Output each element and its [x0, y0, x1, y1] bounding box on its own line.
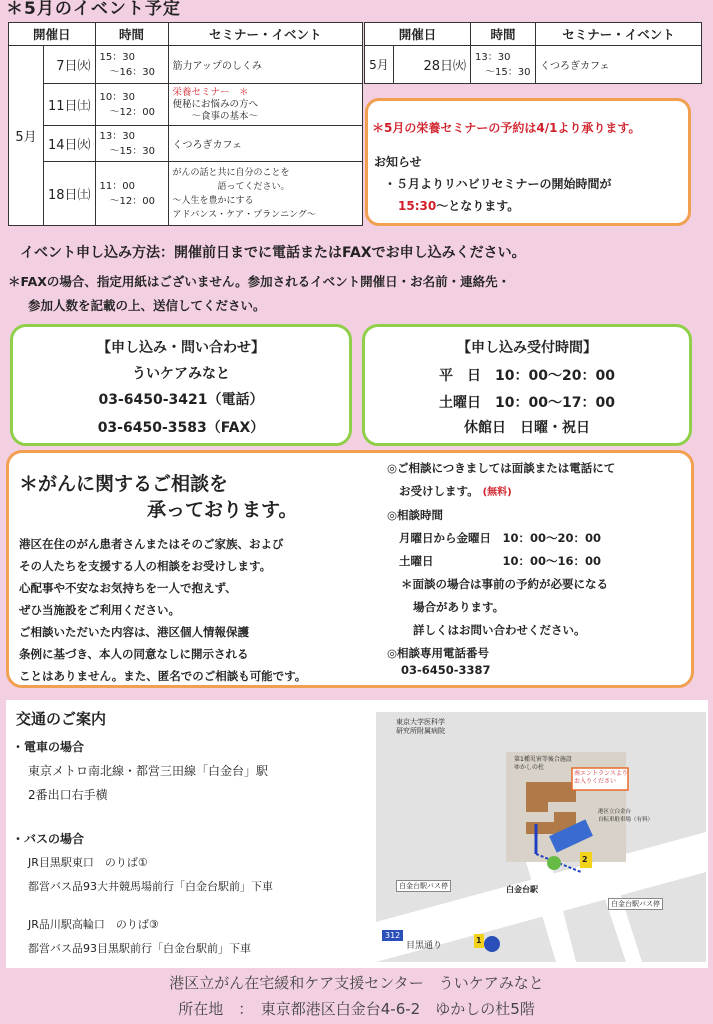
time-cell: 11：00 ～12：00	[95, 162, 168, 226]
access-section	[6, 700, 708, 968]
event-red-label: 栄養セミナー ＊	[172, 86, 249, 98]
date-cell: 28日㈫	[394, 46, 471, 84]
event-cell: くつろぎカフェ	[168, 126, 362, 162]
apply-title: イベント申し込み方法：開催前日までに電話またはFAXでお申し込みください。	[20, 245, 526, 261]
event-cell: がんの話と共に自分のことを 語ってください。 ～人生を豊かにする アドバンス・ケア・プランニング～	[168, 162, 362, 226]
notice-time: 15:30	[398, 199, 437, 213]
event-cell: くつろぎカフェ	[536, 46, 702, 84]
date-cell: 14日㈫	[44, 126, 96, 162]
event-table-2	[364, 22, 702, 84]
consult-title-2: 承っております。	[147, 499, 298, 521]
consult-r10: 03-6450-3387	[401, 663, 491, 677]
consult-body-line: 心配事や不安なお気持ちを一人で抱えず、	[19, 581, 237, 595]
consult-box	[6, 450, 694, 688]
date-cell: 7日㈫	[44, 46, 96, 84]
page-header: ＊5月のイベント予定	[6, 0, 181, 19]
map-facility-label: 第1種災害等後合施設 ゆかしの杜	[514, 756, 572, 771]
consult-r7: 場合があります。	[413, 600, 505, 614]
map-route-number: 312	[382, 930, 403, 941]
bus-line-2: 都営バス品93大井競馬場前行「白金台駅前」下車	[28, 880, 273, 893]
consult-r8: 詳しくはお問い合わせください。	[413, 623, 586, 637]
col-time: 時間	[95, 23, 168, 46]
hours-box	[362, 324, 692, 446]
hours-heading: 【申し込み受付時間】	[457, 340, 597, 356]
consult-body	[19, 533, 306, 687]
bus-line-1: JR目黒駅東口 のりば①	[28, 856, 148, 869]
map-entrance-label: 南エントランスより お入りください	[574, 770, 628, 785]
col-date: 開催日	[9, 23, 96, 46]
time-cell: 13：30 ～15：30	[95, 126, 168, 162]
consult-r6: ＊面談の場合は事前の予約が必要になる	[401, 577, 608, 591]
hours-weekday: 平 日 10：00～20：00	[439, 368, 615, 384]
consult-right	[387, 457, 615, 682]
consult-body-line: ことはありません。また、匿名でのご相談も可能です。	[19, 669, 307, 683]
event-table-1	[8, 22, 363, 226]
col-event: セミナー・イベント	[536, 23, 702, 46]
col-event: セミナー・イベント	[168, 23, 362, 46]
contact-tel: 03-6450-3421（電話）	[98, 392, 264, 408]
map-graphic	[376, 712, 706, 962]
map-parking-label: 港区立白金台 自転車駐車場（有料）	[598, 809, 654, 823]
footer-line-1: 港区立がん在宅緩和ケア支援センター ういケアみなと	[169, 974, 544, 992]
contact-fax: 03-6450-3583（FAX）	[97, 420, 265, 436]
time-cell: 15：30 ～16：30	[95, 46, 168, 84]
train-heading: ・電車の場合	[12, 740, 85, 754]
consult-r3: ◎相談時間	[387, 508, 444, 522]
apply-note-1: ＊FAXの場合、指定用紙はございません。参加されるイベント開催日・お名前・連絡先・	[8, 274, 511, 289]
map-road-label: 目黒通り	[406, 941, 443, 951]
col-date: 開催日	[365, 23, 471, 46]
date-cell: 18日㈯	[44, 162, 96, 226]
consult-r2	[387, 480, 615, 504]
map-hospital-label: 東京大学医科学 研究所附属病院	[396, 718, 445, 735]
train-line-2: 2番出口右手横	[28, 788, 108, 802]
month-cell: 5月	[9, 46, 44, 226]
notice-line4-text: ～となります。	[436, 199, 520, 213]
consult-body-line: 条例に基づき、本人の同意なしに開示される	[19, 647, 249, 661]
consult-body-line: ぜひ当施設をご利用ください。	[19, 603, 180, 617]
map-station-label: 白金台駅	[506, 885, 538, 894]
month-cell: 5月	[365, 46, 394, 84]
hours-saturday: 土曜日 10：00～17：00	[439, 395, 615, 411]
contact-name: ういケアみなと	[132, 366, 230, 382]
time-cell: 13：30 ～15：30	[471, 46, 536, 84]
notice-box	[365, 98, 691, 226]
access-title: 交通のご案内	[16, 710, 107, 728]
consult-body-line: その人たちを支援する人の相談をお受けします。	[19, 559, 272, 573]
consult-body-line: ご相談いただいた内容は、港区個人情報保護	[19, 625, 249, 639]
event-cell: 筋力アップのしくみ	[168, 46, 362, 84]
contact-heading: 【申し込み・問い合わせ】	[97, 340, 265, 356]
consult-free-label: (無料)	[482, 487, 512, 498]
bus-heading: ・バスの場合	[12, 832, 85, 846]
consult-r4: 月曜日から金曜日 10：00～20：00	[399, 531, 602, 545]
time-cell: 10：30 ～12：00	[95, 84, 168, 126]
hours-closed: 休館日 日曜・祝日	[464, 420, 590, 436]
bus-line-3: JR品川駅高輪口 のりば③	[28, 918, 159, 931]
consult-r5: 土曜日 10：00～16：00	[399, 554, 602, 568]
col-time: 時間	[471, 23, 536, 46]
consult-r9: ◎相談専用電話番号	[387, 646, 490, 660]
notice-line1: ＊5月の栄養セミナーの予約は4/1より承ります。	[372, 121, 641, 135]
date-cell: 11日㈯	[44, 84, 96, 126]
footer-line-2: 所在地 ： 東京都港区白金台4-6-2 ゆかしの杜5階	[178, 1000, 535, 1018]
access-map	[376, 712, 706, 962]
map-exit-2: 2	[582, 855, 588, 864]
event-text: 便秘にお悩みの方へ ～食事の基本～	[172, 98, 259, 122]
notice-line3: ・５月よりリハビリセミナーの開始時間が	[384, 177, 612, 191]
consult-r1: ◎ご相談につきましては面談または電話にて	[387, 461, 616, 475]
train-line-1: 東京メトロ南北線・都営三田線「白金台」駅	[28, 764, 269, 778]
notice-line2: お知らせ	[374, 155, 422, 169]
consult-r2-text: お受けします。	[399, 484, 479, 498]
consult-title-1: ＊がんに関するご相談を	[19, 473, 229, 495]
map-bus-stop-label: 白金台駅バス停	[396, 880, 451, 892]
consult-body-line: 港区在住のがん患者さんまたはそのご家族、および	[19, 537, 284, 551]
event-cell	[168, 84, 362, 126]
map-bus-stop-label-2: 白金台駅バス停	[608, 898, 663, 910]
bus-line-4: 都営バス品93目黒駅前行「白金台駅前」下車	[28, 942, 251, 955]
notice-line4	[398, 197, 519, 214]
map-exit-1: 1	[476, 936, 482, 945]
apply-note-2: 参加人数を記載の上、送信してください。	[28, 298, 266, 313]
contact-box	[10, 324, 352, 446]
